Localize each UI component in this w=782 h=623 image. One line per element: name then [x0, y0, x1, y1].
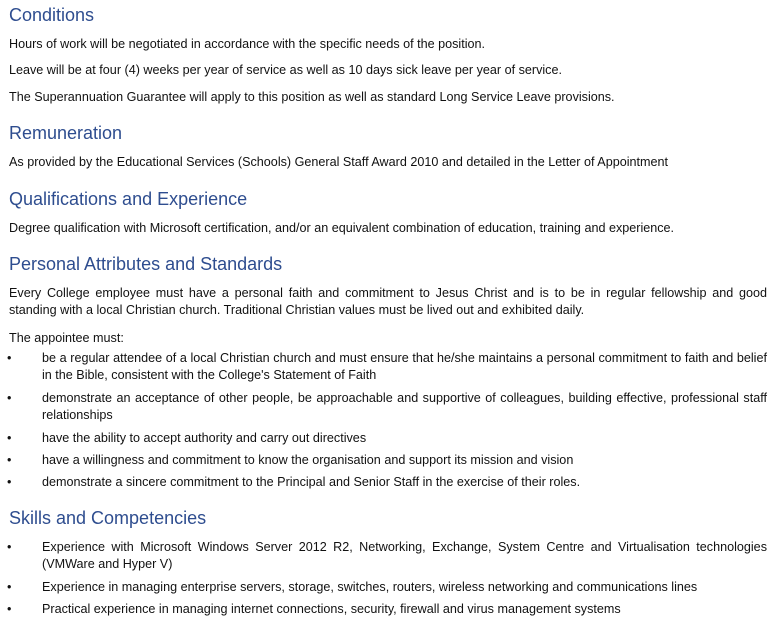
skill-bullet-text: Experience in managing enterprise servers, storage, switches, routers, wireless networking and communications lines	[42, 580, 698, 594]
conditions-line-superannuation: The Superannuation Guarantee will apply to this position as well as standard Long Service Leave provisions.	[9, 90, 615, 104]
attribute-bullet-text: have a willingness and commitment to know the organisation and support its mission and vision	[42, 453, 574, 467]
attribute-bullet-text: have the ability to accept authority and carry out directives	[42, 431, 367, 445]
qualifications-heading: Qualifications and Experience	[9, 189, 248, 209]
conditions-heading: Conditions	[9, 5, 95, 25]
personal-attributes-intro: Every College employee must have a personal faith and commitment to Jesus Christ and is to be in regular fellowship and good standing with a local Christian church. Traditional Christian values must be lived out and exhibited daily.	[9, 286, 767, 317]
attribute-bullet-text: demonstrate an acceptance of other people, be approachable and supportive of colleagues, building effective, professional staff relationships	[42, 391, 767, 422]
skill-bullet-text: Experience with Microsoft Windows Server 2012 R2, Networking, Exchange, System Centre and Virtualisation technologies (VMWare and Hyper V)	[42, 540, 767, 571]
personal-attributes-heading: Personal Attributes and Standards	[9, 254, 283, 274]
conditions-line-leave: Leave will be at four (4) weeks per year of service as well as 10 days sick leave per year of service.	[9, 63, 562, 77]
bullet-icon: •	[7, 580, 12, 594]
remuneration-heading: Remuneration	[9, 123, 123, 143]
skills-heading: Skills and Competencies	[9, 508, 207, 528]
bullet-icon: •	[7, 431, 12, 445]
bullet-icon: •	[7, 602, 12, 616]
bullet-icon: •	[7, 475, 12, 489]
attribute-bullet-text: be a regular attendee of a local Christian church and must ensure that he/she maintains a personal commitment to faith and belief in the Bible, consistent with the College's Statement of Faith	[42, 351, 767, 382]
attribute-bullet-text: demonstrate a sincere commitment to the Principal and Senior Staff in the exercise of their roles.	[42, 475, 581, 489]
personal-attributes-lead: The appointee must:	[9, 331, 124, 345]
bullet-icon: •	[7, 351, 12, 365]
remuneration-text: As provided by the Educational Services (Schools) General Staff Award 2010 and detailed in the Letter of Appointment	[9, 155, 669, 169]
bullet-icon: •	[7, 391, 12, 405]
bullet-icon: •	[7, 540, 12, 554]
skill-bullet-text: Practical experience in managing internet connections, security, firewall and virus management systems	[42, 602, 621, 616]
conditions-line-hours: Hours of work will be negotiated in accordance with the specific needs of the position.	[9, 37, 486, 51]
qualifications-text: Degree qualification with Microsoft certification, and/or an equivalent combination of education, training and experience.	[9, 221, 675, 235]
bullet-icon: •	[7, 453, 12, 467]
